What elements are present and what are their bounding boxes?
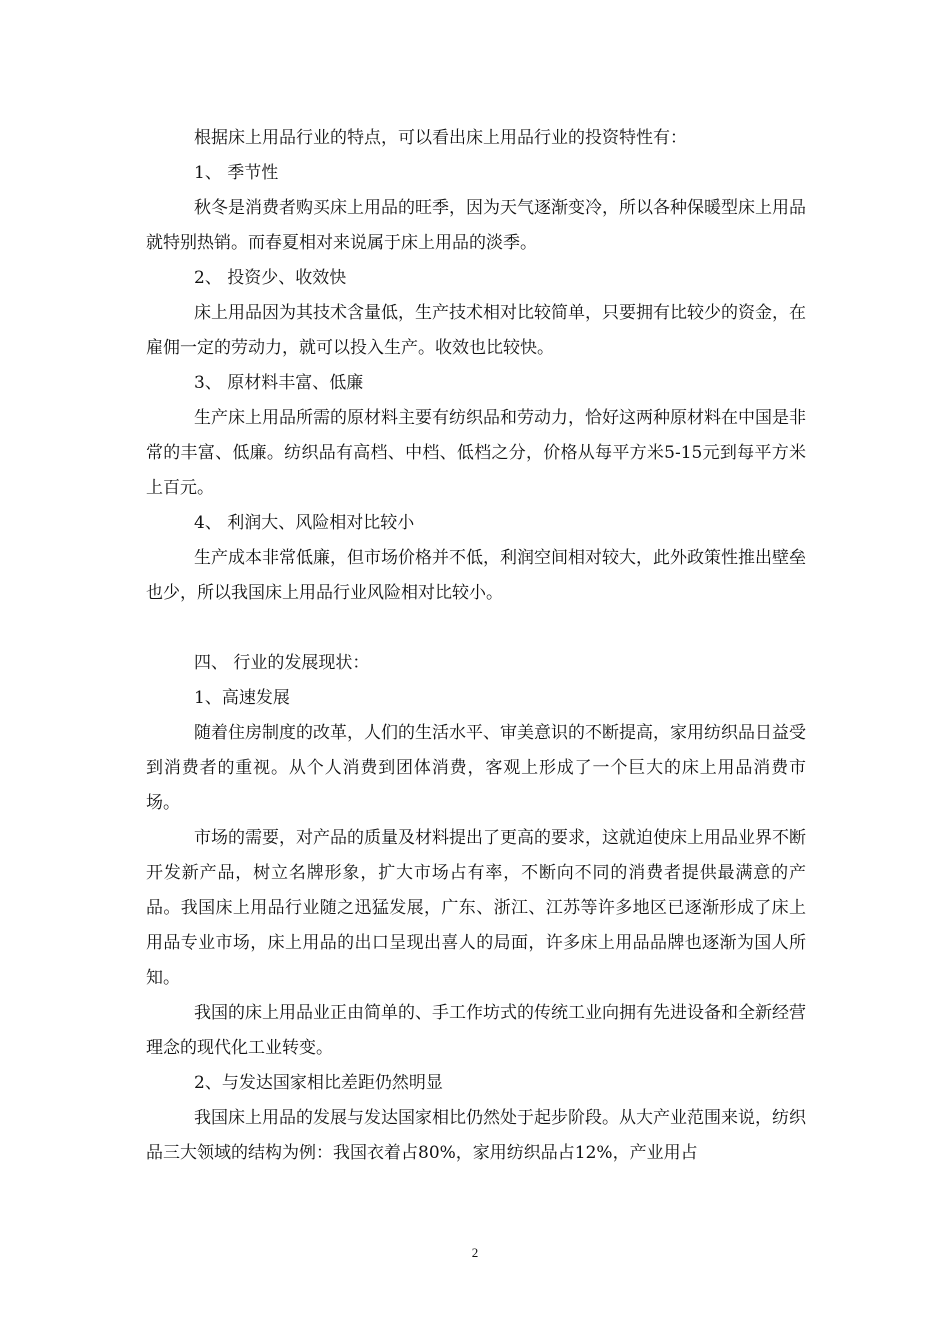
paragraph-development-stage: 我国床上用品的发展与发达国家相比仍然处于起步阶段。从大产业范围来说，纺织品三大领域的结构为例：我国衣着占80%，家用纺织品占12%，产业用占	[146, 1108, 806, 1163]
heading-profit-risk: 4、 利润大、风险相对比较小	[194, 513, 415, 533]
paragraph-seasonality: 秋冬是消费者购买床上用品的旺季，因为天气逐渐变冷，所以各种保暖型床上用品就特别热销。而春夏相对来说属于床上用品的淡季。	[146, 198, 806, 253]
paragraph-raw-materials: 生产床上用品所需的原材料主要有纺织品和劳动力，恰好这两种原材料在中国是非常的丰富、低廉。纺织品有高档、中档、低档之分，价格从每平方米5-15元到每平方米上百元。	[146, 408, 806, 498]
paragraph-industrial-transformation: 我国的床上用品业正由简单的、手工作坊式的传统工业向拥有先进设备和全新经营理念的现代化工业转变。	[146, 1003, 806, 1058]
heading-raw-materials: 3、 原材料丰富、低廉	[194, 373, 364, 393]
heading-gap-with-developed-countries: 2、与发达国家相比差距仍然明显	[194, 1073, 443, 1093]
heading-low-investment: 2、 投资少、收效快	[194, 268, 347, 288]
paragraph-market-demand: 市场的需要，对产品的质量及材料提出了更高的要求，这就迫使床上用品业界不断开发新产品，树立名牌形象，扩大市场占有率，不断向不同的消费者提供最满意的产品。我国床上用品行业随之迅猛发展，广东、浙江、江苏等许多地区已逐渐形成了床上用品专业市场，床上用品的出口呈现出喜人的局面，许多床上用品品牌也逐渐为国人所知。	[146, 828, 806, 988]
paragraph-housing-reform: 随着住房制度的改革，人们的生活水平、审美意识的不断提高，家用纺织品日益受到消费者的重视。从个人消费到团体消费，客观上形成了一个巨大的床上用品消费市场。	[146, 723, 806, 813]
paragraph-profit-risk: 生产成本非常低廉，但市场价格并不低，利润空间相对较大，此外政策性推出壁垒也少，所以我国床上用品行业风险相对比较小。	[146, 548, 806, 603]
page-number: 2	[471, 1245, 479, 1260]
document-body	[146, 121, 806, 1171]
paragraph-investment-intro: 根据床上用品行业的特点，可以看出床上用品行业的投资特性有：	[194, 128, 687, 148]
heading-seasonality: 1、 季节性	[194, 163, 279, 183]
heading-rapid-development: 1、高速发展	[194, 688, 290, 708]
heading-industry-status: 四、 行业的发展现状：	[194, 653, 370, 673]
paragraph-low-investment: 床上用品因为其技术含量低，生产技术相对比较简单，只要拥有比较少的资金，在雇佣一定的劳动力，就可以投入生产。收效也比较快。	[146, 303, 806, 358]
section-gap	[146, 611, 806, 646]
